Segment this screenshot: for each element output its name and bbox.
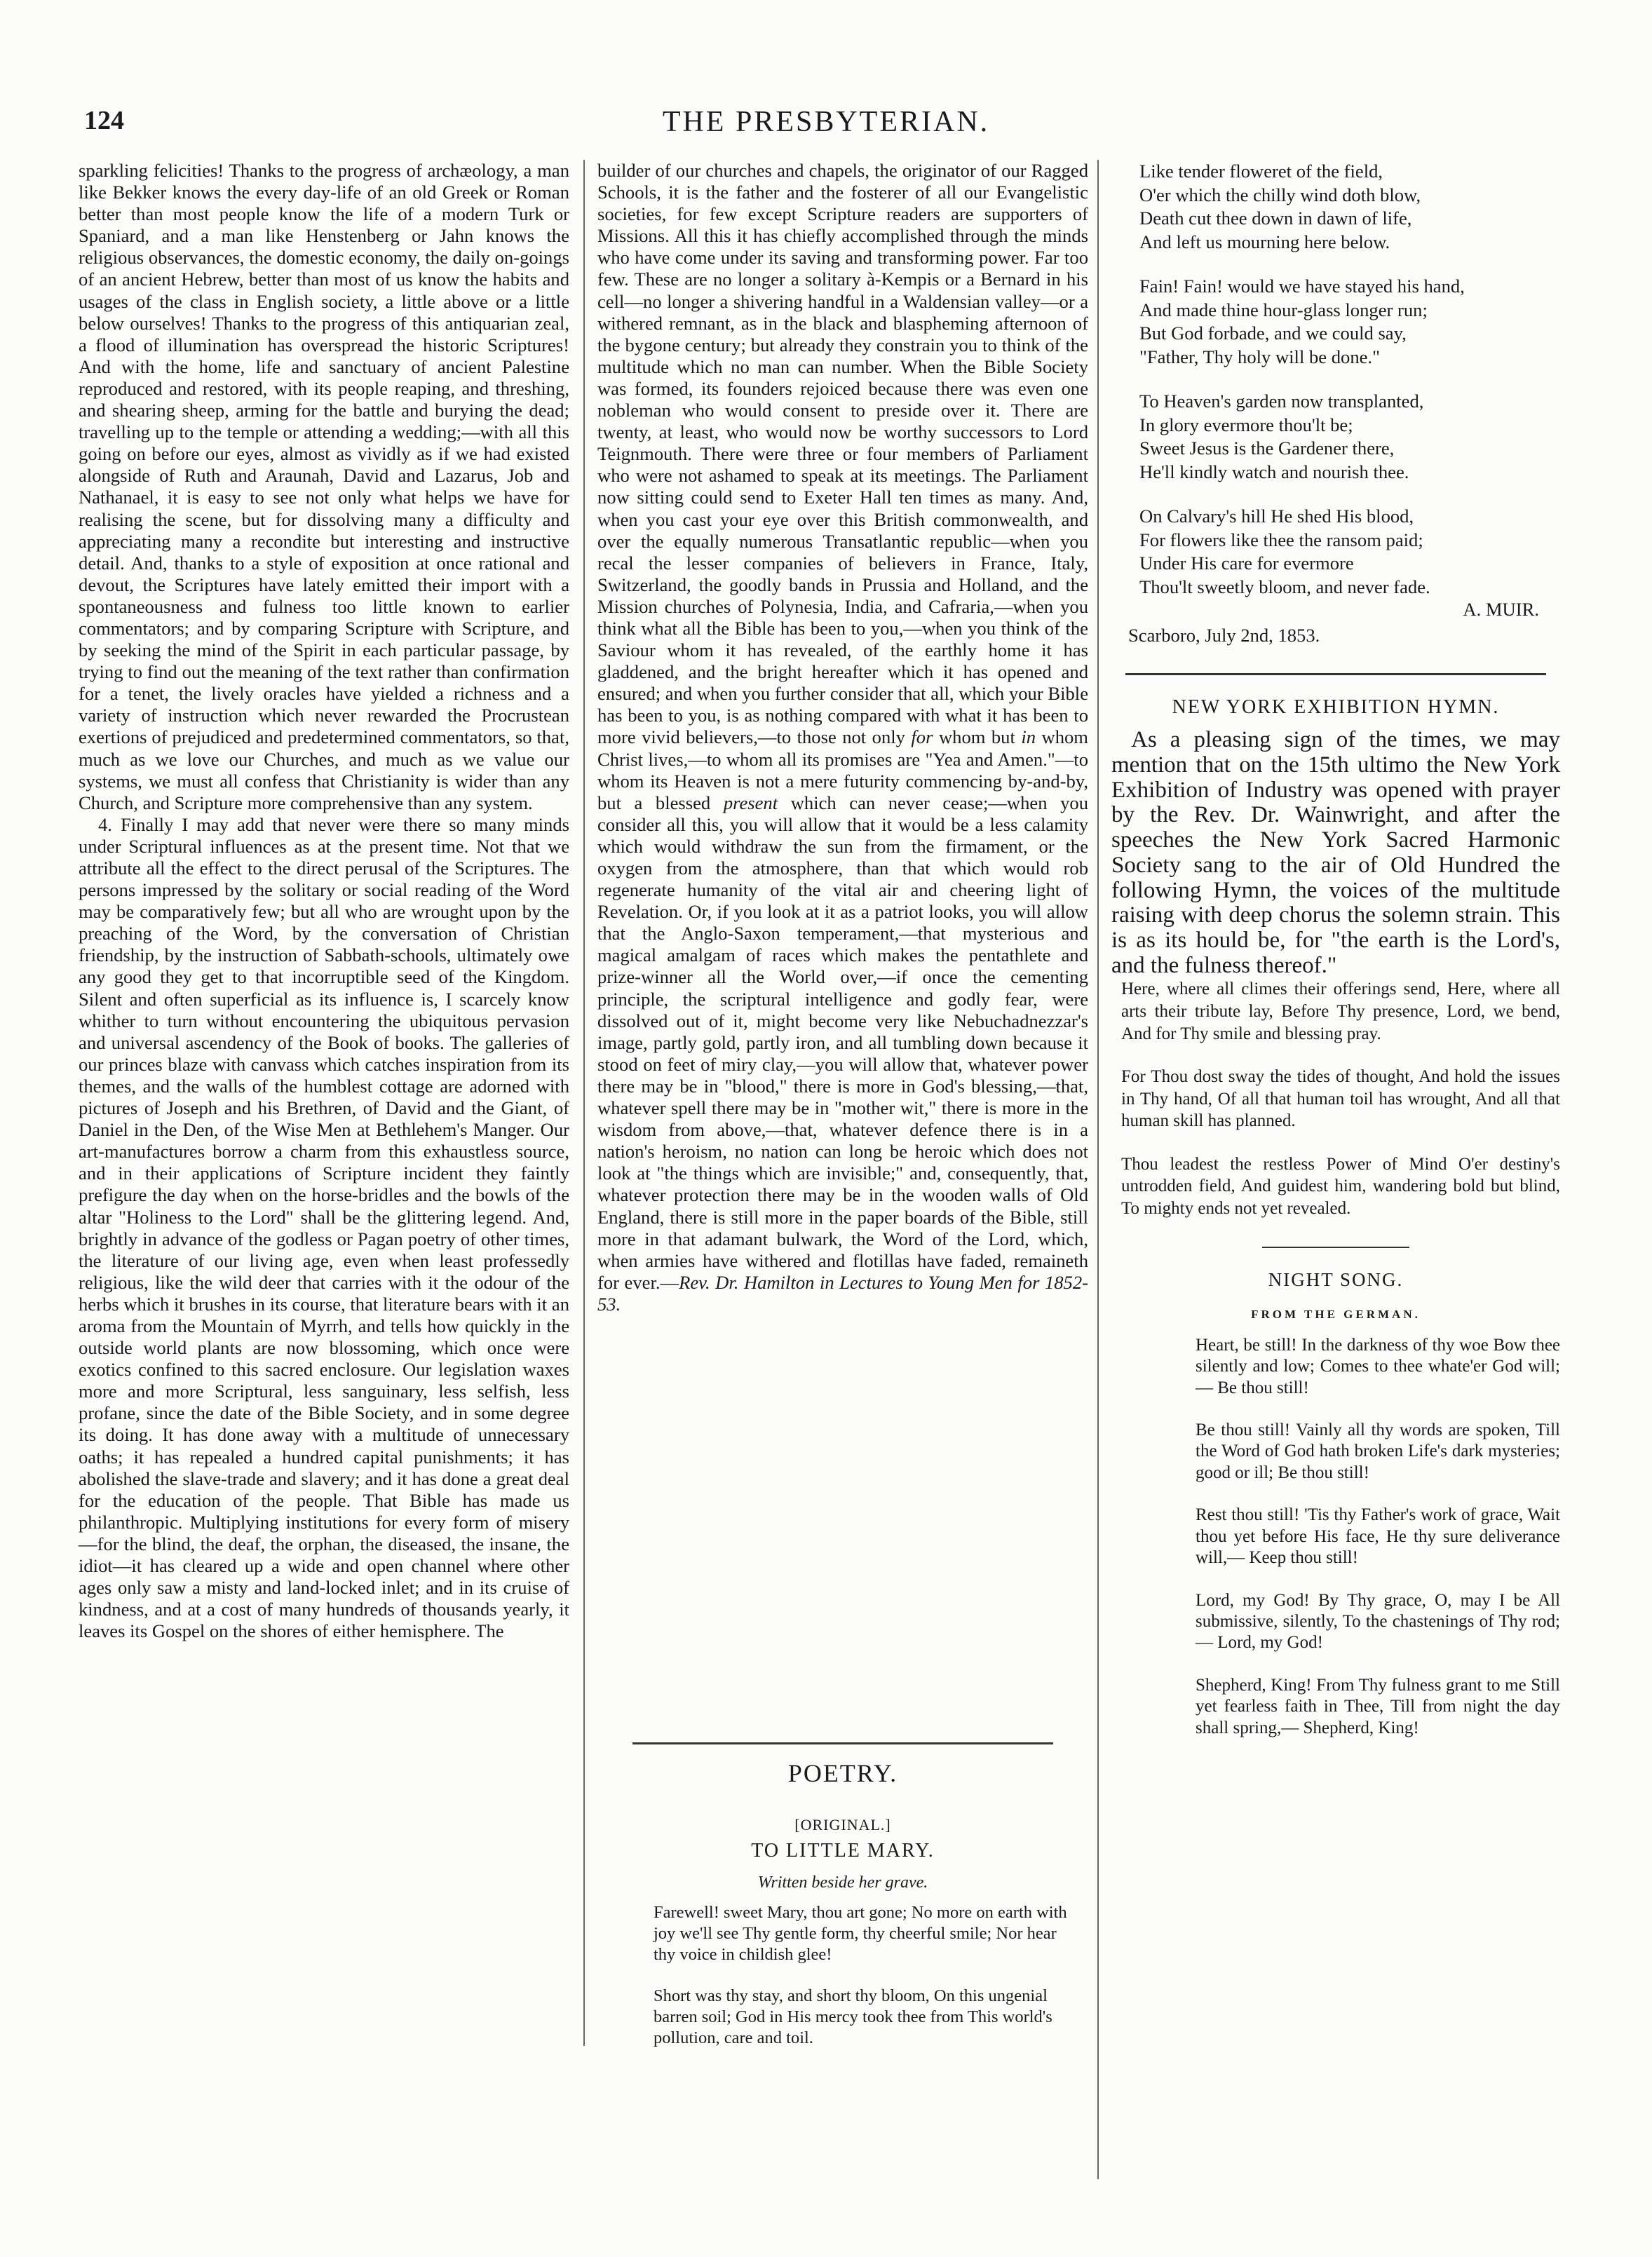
attribution: Rev. Dr. Hamilton in Lectures to Young Men for 1852-53. (597, 1271, 1089, 1315)
stanza (1121, 978, 1560, 1045)
poem-line: Fain! Fain! would we have stayed his hand, (1139, 276, 1465, 297)
article-paragraph: 4. Finally I may add that never were there so many minds under Scriptural influences as at the present time. Not that we attribute all the effect to the direct perusal of the Scriptures. The persons impressed by the solitary or social reading of the Word may be comparatively few; but all who are wrought upon by the preaching of the Word, by the conversation of Christian friendship, by the instruction of Sabbath-schools, ultimately owe any good they get to that incorruptible seed of the Kingdom. Silent and often superficial as its influence is, I scarcely know whither to turn without encountering the ubiquitous pervasion and universal ascendency of the Book of books. The galleries of our princes blaze with canvass which catches inspiration from its themes, and the walls of the humblest cottage are adorned with pictures of Joseph and his Brethren, of David and the Giant, of Daniel in the Den, of the Wise Men at Bethlehem's Manger. Our art-manufactures borrow a charm from this exhaustless source, and in their applications of Scripture incident they faintly prefigure the day when on the horse-bridles and the bowls of the altar "Holiness to the Lord" shall be the glittering legend. And, brightly in advance of the godless or Pagan poetry of other times, the literature of our living age, even when least professedly religious, like the wild deer that carries with it the odour of the herbs which it brushes in its course, that literature bears with it an aroma from the Mountain of Myrrh, and tells how quickly in the outside world plants are now blossoming, which once were exotics confined to this sacred enclosure. Our legislation waxes more and more Scriptural, less sanguinary, less selfish, less profane, since the date of the Bible Society, and in some degree its doing. It has done away with a multitude of unnecessary oaths; it has repealed a hundred capital punishments; it has abolished the slave-trade and slavery; and it has done a great deal for the education of the people. That Bible has made us philanthropic. Multiplying institutions for every form of misery—for the blind, the deaf, the orphan, the diseased, the insane, the idiot—it has cleared up a wide and open channel where other ages only saw a misty and land-locked inlet; and in its cruise of kindness, and at a cost of many hundreds of thousands yearly, it leaves its Gospel on the shores of either hemisphere. The (79, 813, 569, 1642)
song-line: Be thou still! (1278, 1463, 1369, 1482)
poem-line: No more on earth with joy we'll see (654, 1903, 1067, 1943)
poem-continuation (1111, 160, 1560, 599)
poem-line: God in His mercy took thee from (736, 2007, 964, 2027)
article-text: builder of our churches and chapels, the originator of our Ragged Schools, it is the father and the fosterer of all our Evangelistic societies, for few except Scripture readers are supporters of Missions. All this it has chiefly accomplished through the minds who have come under its saving and transforming power. Far too few. These are no longer a solitary à-Kempis or a Bernard in his cell—no longer a shivering handful in a Waldensian valley—or a withered remnant, as in the black and blaspheming afternoon of the bygone century; but already they constrain you to think of the multitude which no man can number. When the Bible Society was formed, its founders rejoiced because there was even one nobleman who would consent to preside over it. There are twenty, at least, who would now be worthy successors to Lord Teignmouth. There were three or four members of Parliament who were not ashamed to speak at its meetings. The Parliament now sitting could send to Exeter Hall ten times as many. And, when you cast your eye over this British commonwealth, and over the equally numerous Transatlantic republic—when you recal the lesser companies of believers in France, Italy, Switzerland, the goodly bands in Prussia and Holland, and the Mission churches of Polynesia, India, and Cafraria,—when you think what all the Bible has been to you,—when you think of the Saviour whom it has revealed, of the earthly home it has gladdened, and the bright hereafter which it has opened and ensured; and when you further consider that all, which your Bible has been to you, is as nothing compared with what it has been to more vivid believers,—to those not only (597, 160, 1088, 748)
song-line: Lord, my God! (1217, 1633, 1323, 1653)
song-line: Keep thou still! (1249, 1548, 1358, 1568)
song-line: Still yet fearless faith in Thee, (1196, 1675, 1560, 1716)
stanza (1196, 1335, 1560, 1399)
song-line: Till the Word of God hath broken (1196, 1421, 1560, 1461)
song-line: Wait thou yet before His face, (1196, 1505, 1561, 1546)
poem-line: This world's pollution, care and toil. (654, 2007, 1052, 2047)
original-label: [ORIGINAL.] (794, 1816, 891, 1834)
stanza (1121, 1153, 1560, 1220)
section-rule (632, 1742, 1053, 1744)
song-line: By Thy grace, O, may I be (1318, 1590, 1531, 1610)
hymn-line: Before Thy presence, Lord, we bend, (1281, 1001, 1560, 1021)
stanza (1196, 1420, 1560, 1484)
poem-body (611, 1902, 1074, 2049)
poem-line: "Father, Thy holy will be done." (1139, 346, 1380, 367)
article-text: whom Christ lives,—to whom all its promises are "Yea and Amen."—to whom its Heaven is not a mere futurity commencing by-and-by, but a blessed (597, 726, 1088, 813)
song-line: Bow thee silently and low; (1196, 1335, 1561, 1376)
stanza (1196, 1505, 1560, 1568)
journal-title: THE PRESBYTERIAN. (662, 106, 990, 138)
poem-signature: A. MUIR. (1463, 599, 1539, 620)
song-line: From Thy fulness grant to me (1316, 1675, 1526, 1695)
song-line: Life's dark mysteries; good or ill; (1196, 1442, 1560, 1482)
song-line: To the chastenings of Thy rod;— (1196, 1611, 1560, 1653)
song-line: Till from night the day shall spring,— (1196, 1697, 1560, 1737)
stanza (654, 1902, 1074, 1965)
poem-line: Death cut thee down in dawn of life, (1139, 208, 1412, 229)
page-number: 124 (84, 106, 124, 135)
stanza (1196, 1590, 1560, 1654)
stanza (1121, 1066, 1560, 1132)
song-line: Vainly all thy words are spoken, (1296, 1421, 1530, 1440)
song-line: 'Tis thy Father's work of grace, (1304, 1505, 1524, 1525)
song-line: Shepherd, King! (1303, 1718, 1419, 1737)
poem-line: Short was thy stay, and short thy bloom, (654, 1986, 930, 2006)
poem-line: Nor hear thy voice in childish glee! (654, 1923, 1057, 1964)
night-song-body (1111, 1335, 1560, 1739)
article-text: whom but (938, 726, 1015, 748)
poem-line: Under His care for evermore (1139, 553, 1354, 574)
emphasis-text: present (723, 792, 778, 813)
poem-dateline: Scarborо, July 2nd, 1853. (1128, 625, 1320, 646)
song-line: He thy sure deliverance will,— (1196, 1526, 1560, 1568)
song-line: Shepherd, King! (1196, 1675, 1312, 1695)
song-line: All submissive, silently, (1196, 1590, 1561, 1631)
stanza (1196, 1675, 1560, 1739)
hymn-line: Of all that human toil has wrought, (1217, 1089, 1471, 1109)
article-paragraph: sparkling felicities! Thanks to the progress of archæology, a man like Bekker knows the every day-life of an old Greek or Roman better than most people know the life of a modern Turk or Spaniard, and a man like Henstenberg or Jahn knows the religious observances, the domestic economy, the daily on-goings of an ancient Hebrew, better than most of us know the habits and usages of the class in English society, a little above or a little below ourselves! Thanks to the progress of this antiquarian zeal, a flood of illumination has overspread the historic Scriptures! And with the home, life and sanctuary of ancient Palestine reproduced and restored, with its people reaping, and threshing, and shearing sheep, arming for the battle and burying the dead; travelling up to the temple or attending a wedding;—with all this going on before our eyes, almost as vividly as if we had existed alongside of Ruth and Araunah, David and Lazarus, Job and Nathanael, it is easy to see not only what helps we have for realising the scene, but for dissolving many a difficulty and appreciating many a recondite but interesting and instructive detail. And, thanks to a style of exposition at once rational and devout, the Scriptures have lately emitted their import with a spontaneousness and fulness too little known to earlier commentators; and by comparing Scripture with Scripture, and by seeking the mind of the Spirit in each particular passage, by trying to find out the meaning of the text rather than confirmation for a tenet, the lively oracles have yielded a richness and a variety of instruction which never rewarded the Procrustean exertions of prejudiced and predetermined commentators, so that, much as we love our Churches, and much as we value our systems, we must all confess that Christianity is wider than any Church, and Scripture more comprehensive than any system. (79, 160, 569, 813)
night-song-title: NIGHT SONG. (1268, 1268, 1404, 1290)
poem-line: For flowers like thee the ransom paid; (1139, 529, 1423, 550)
stanza (1139, 160, 1560, 254)
poem-line: In glory evermore thou'lt be; (1139, 414, 1353, 435)
emphasis-text: for (911, 726, 933, 748)
hymn-intro: As a pleasing sign of the times, we may mention that on the 15th ultimo the New York Exhibition of Industry was opened with prayer by the Rev. Dr. Wainwright, and after the speeches the New York Sacred Harmonic Society sang to the air of Old Hundred the following Hymn, the voices of the multitude raising with deep chorus the solemn strain. This is as its hould be, for "the earth is the Lord's, and the fulness thereof." (1111, 727, 1560, 978)
emphasis-text: in (1021, 726, 1036, 748)
hymn-line: O'er destiny's untrodden field, (1121, 1154, 1560, 1196)
poem-title: TO LITTLE MARY. (751, 1840, 935, 1862)
song-line: Lord, my God! (1196, 1590, 1310, 1610)
stanza (1139, 275, 1560, 369)
hymn-line: Here, where all arts their tribute lay, (1121, 980, 1561, 1021)
song-line: Comes to thee whate'er God will;— (1196, 1357, 1561, 1397)
column-3 (1111, 160, 1560, 1739)
stanza (1139, 505, 1560, 599)
section-rule (1262, 1247, 1409, 1248)
poem-line: And made thine hour-glass longer run; (1139, 299, 1428, 320)
poem-line: Like tender floweret of the field, (1139, 161, 1383, 182)
poem-line: Thou'lt sweetly bloom, and never fade. (1139, 576, 1430, 597)
poem-line: On Calvary's hill He shed His blood, (1139, 506, 1414, 527)
song-line: Be thou still! (1196, 1421, 1291, 1440)
poem-line: On this ungenial barren soil; (654, 1986, 1048, 2027)
poetry-heading: POETRY. (787, 1759, 898, 1787)
hymn-line: And hold the issues in Thy hand, (1121, 1067, 1560, 1109)
hymn-line: Here, where all climes their offerings send, (1121, 980, 1440, 999)
stanza (654, 1986, 1074, 2048)
column-2 (597, 160, 1088, 1315)
poem-line: And left us mourning here below. (1139, 231, 1390, 252)
song-line: Be thou still! (1217, 1378, 1309, 1397)
poem-line: Sweet Jesus is the Gardener there, (1139, 438, 1395, 459)
poem-line: O'er which the chilly wind doth blow, (1139, 184, 1421, 205)
hymn-title: NEW YORK EXHIBITION HYMN. (1172, 696, 1500, 719)
hymn-line: And for Thy smile and blessing pray. (1121, 1024, 1381, 1043)
poem-line: But God forbade, and we could say, (1139, 323, 1407, 344)
column-divider-left (583, 160, 585, 2046)
poem-line: Farewell! sweet Mary, thou art gone; (654, 1903, 907, 1922)
song-line: Heart, be still! (1196, 1335, 1297, 1355)
column-1 (79, 160, 569, 1642)
song-line: In the darkness of thy woe (1301, 1335, 1489, 1355)
poem-subtitle: Written beside her grave. (757, 1873, 928, 1892)
hymn-line: And guidest him, wandering bold but blind, (1240, 1177, 1561, 1196)
article-text: which can never cease;—when you consider all this, you will allow that it would be a less calamity which would withdraw the sun from the firmament, or the oxygen from the atmosphere, than that which would rob regenerate humanity of the vital air and cheering light of Revelation. Or, if you look at it as a patriot looks, you will allow that the Anglo-Saxon temperament,—that mysterious and magical amalgam of races which makes the pentathlete and prize-winner all the World over,—if once the cementing principle, the scriptural intelligence and godly fear, were dissolved out of it, might become very like Nebuchadnezzar's image, partly gold, partly iron, and all tumbling down because it stood on feet of miry clay,—you will allow that, whatever power there may be in "blood," there is more in God's blessing,—that, whatever spell there may be in "mother wit," there is more in the wisdom from above,—that, whatever defence there is in a nation's heroism, no nation can long be heroic which does not look at "the things which are invisible;" and, consequently, that, whatever protection there may be in the wooden walls of Old England, there is still more in the paper boards of the Bible, still more in that adamant bulwark, the Word of the Lord, which, when armies have withered and flotillas have faded, remaineth for ever.— (597, 792, 1088, 1293)
hymn-line: For Thou dost sway the tides of thought, (1121, 1067, 1414, 1087)
article-paragraph (597, 160, 1088, 1315)
section-rule (1125, 673, 1546, 675)
column-divider-right (1097, 160, 1099, 2179)
hymn-body (1111, 978, 1560, 1219)
poem-line: Thy gentle form, thy cheerful smile; (743, 1923, 992, 1943)
hymn-line: And all that human skill has planned. (1121, 1089, 1561, 1131)
poetry-section (611, 1742, 1074, 2070)
night-song-source: FROM THE GERMAN. (1251, 1307, 1421, 1321)
song-line: Rest thou still! (1196, 1505, 1300, 1525)
poem-line: He'll kindly watch and nourish thee. (1139, 461, 1409, 482)
poem-line: To Heaven's garden now transplanted, (1139, 391, 1424, 412)
hymn-line: To mighty ends not yet revealed. (1121, 1199, 1351, 1219)
hymn-line: Thou leadest the restless Power of Mind (1121, 1154, 1447, 1174)
stanza (1139, 390, 1560, 484)
